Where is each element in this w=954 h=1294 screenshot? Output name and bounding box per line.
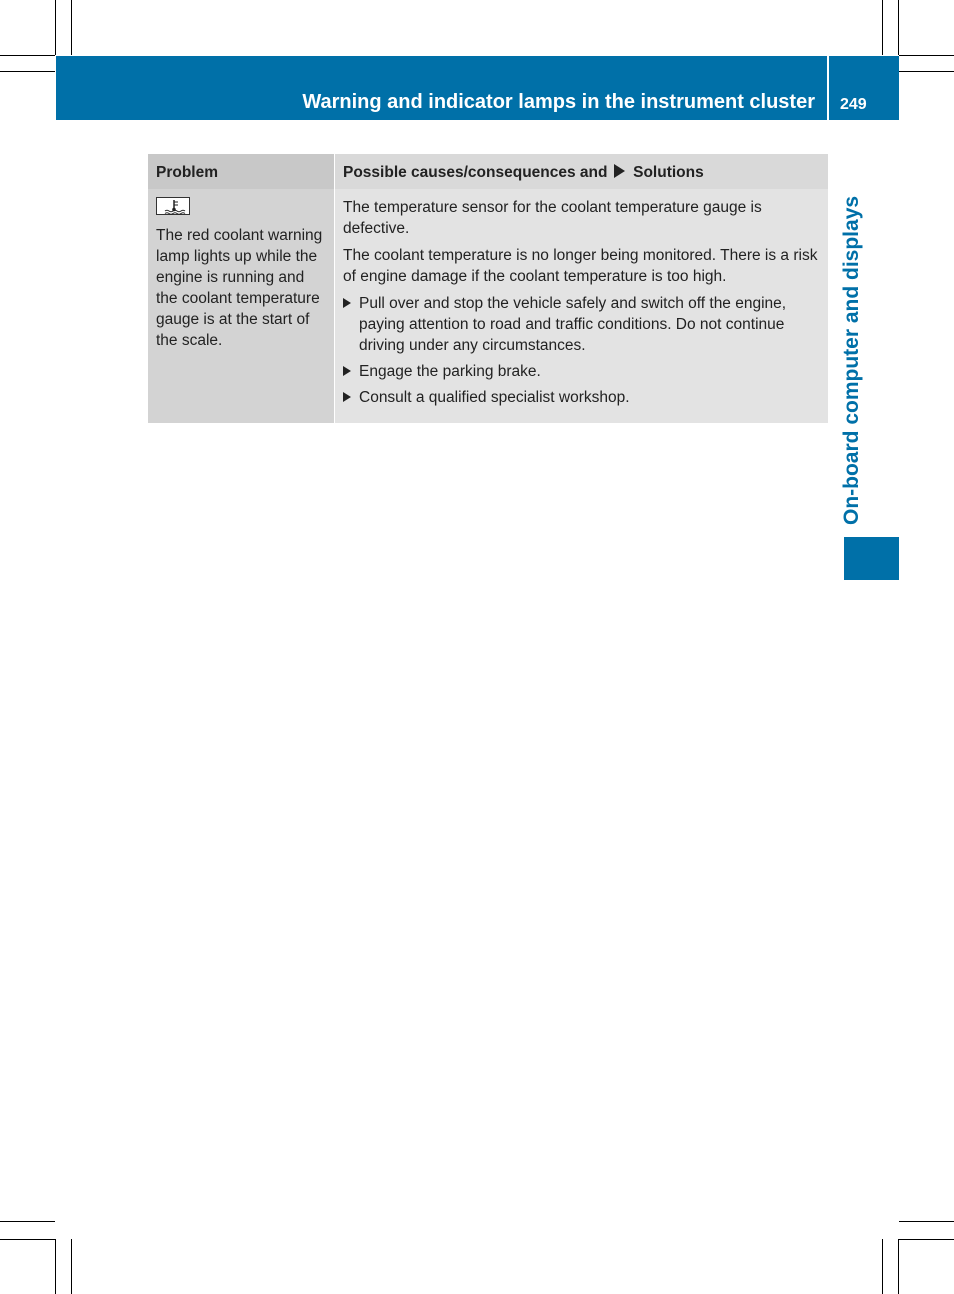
solution-step: [343, 361, 820, 382]
crop-mark: [55, 1239, 56, 1294]
page-number: 249: [840, 96, 867, 113]
solution-step-text: Consult a qualified specialist workshop.: [359, 389, 630, 406]
arrow-right-icon: [343, 298, 351, 308]
table-header-row: [148, 154, 828, 189]
crop-mark: [71, 1239, 72, 1294]
crop-mark: [0, 55, 55, 56]
cause-text: The temperature sensor for the coolant temperature gauge is defective.: [343, 199, 762, 237]
crop-mark: [0, 1239, 55, 1240]
solution-step-text: Pull over and stop the vehicle safely and switch off the engine, paying attention to road and traffic conditions. Do not continue driving under any circumstances.: [359, 295, 787, 354]
coolant-temperature-icon: [156, 197, 190, 215]
side-section-tab: [844, 537, 899, 580]
consequence-text: The coolant temperature is no longer being monitored. There is a risk of engine damage if the coolant temperature is too high.: [343, 247, 818, 285]
crop-mark: [899, 1239, 954, 1240]
crop-mark: [882, 0, 883, 55]
column-header-solutions-text: Solutions: [633, 163, 704, 181]
side-section-title: On-board computer and displays: [840, 195, 863, 525]
column-header-problem: Problem: [148, 154, 335, 189]
problem-description: The red coolant warning lamp lights up while the engine is running and the coolant temperature gauge is at the start of the scale.: [156, 227, 323, 349]
crop-mark: [898, 1239, 899, 1294]
arrow-right-icon: [343, 366, 351, 376]
page-number-box: [829, 56, 899, 120]
problem-cell: [148, 189, 335, 423]
solution-step: [343, 293, 820, 356]
crop-mark: [55, 0, 56, 55]
header-bar: [56, 56, 827, 120]
solution-step-text: Engage the parking brake.: [359, 363, 541, 380]
crop-mark: [898, 0, 899, 55]
crop-mark: [899, 55, 954, 56]
crop-mark: [899, 71, 954, 72]
table-row: [148, 189, 828, 423]
crop-mark: [882, 1239, 883, 1294]
column-header-causes-text: Possible causes/consequences and: [343, 163, 608, 181]
arrow-right-icon: [343, 392, 351, 402]
arrow-right-icon: [614, 164, 625, 178]
solution-step: [343, 387, 820, 408]
column-header-causes: [335, 154, 829, 189]
crop-mark: [899, 1221, 954, 1222]
page-title: Warning and indicator lamps in the instrument cluster: [302, 91, 815, 113]
crop-mark: [0, 1221, 55, 1222]
crop-mark: [71, 0, 72, 55]
causes-cell: [335, 189, 829, 423]
problem-table: [148, 154, 828, 423]
crop-mark: [0, 71, 55, 72]
